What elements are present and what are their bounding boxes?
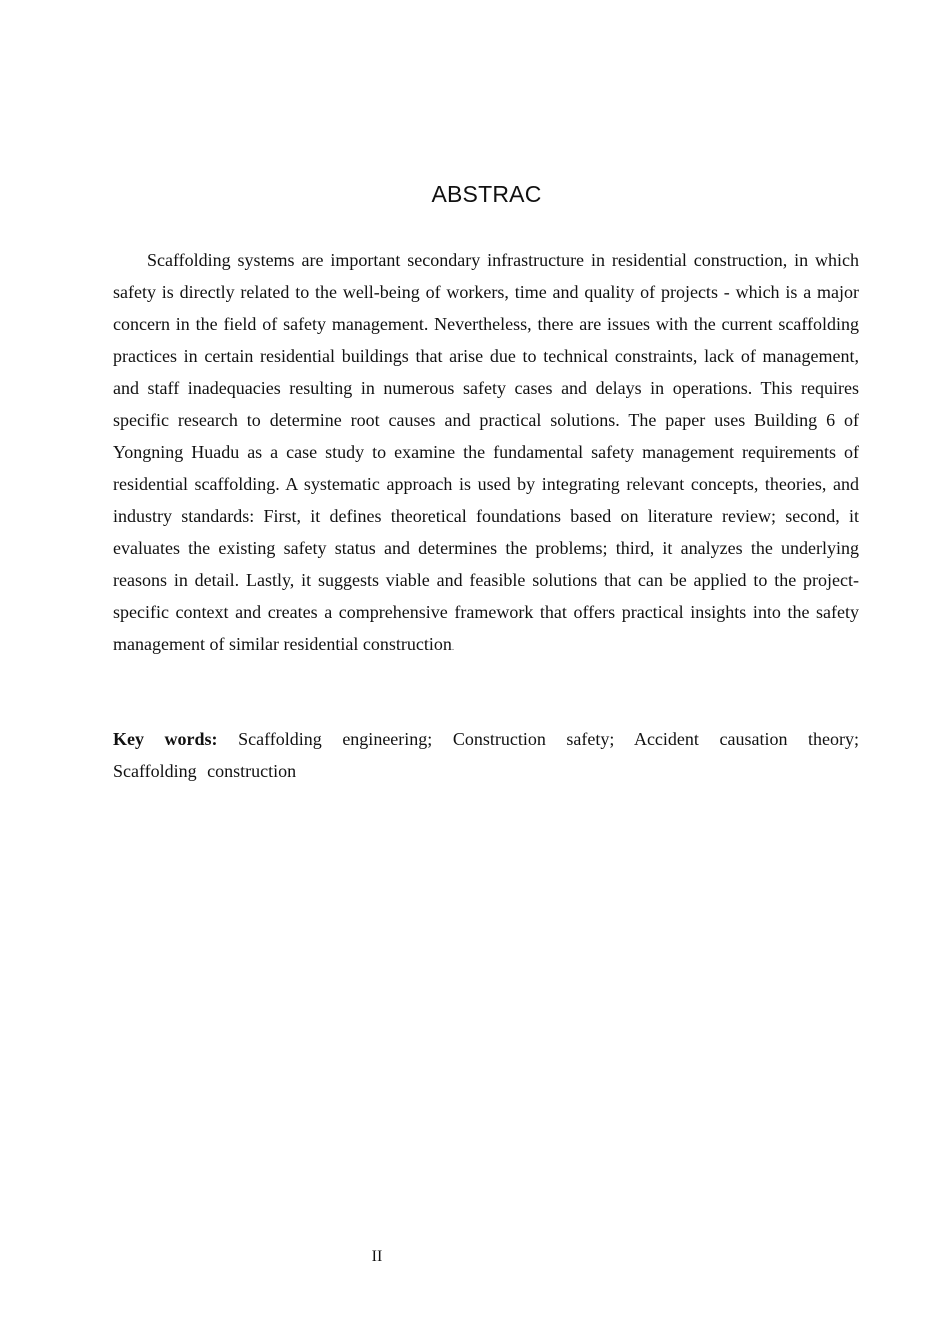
keywords-paragraph [113,723,859,787]
keywords-text: Scaffolding engineering; Construction safety; Accident causation theory; Scaffolding construction [113,729,859,781]
abstract-title: ABSTRAC [431,181,542,207]
abstract-body-text: Scaffolding systems are important secondary infrastructure in residential construction, in which safety is directly related to the well-being of workers, time and quality of projects - which is a major concern in the field of safety management. Nevertheless, there are issues with the current scaffolding practices in certain residential buildings that arise due to technical constraints, lack of management, and staff inadequacies resulting in numerous safety cases and delays in operations. This requires specific research to determine root causes and practical solutions. The paper uses Building 6 of Yongning Huadu as a case study to examine the fundamental safety management requirements of residential scaffolding. A systematic approach is used by integrating relevant concepts, theories, and industry standards: First, it defines theoretical foundations based on literature review; second, it evaluates the existing safety status and determines the problems; third, it analyzes the underlying reasons in detail. Lastly, it suggests viable and feasible solutions that can be applied to the project-specific context and creates a comprehensive framework that offers practical insights into the safety management of similar residential construction [113,250,859,654]
abstract-end-mark: . [451,642,455,652]
abstract-paragraph [113,244,859,663]
keywords-label: Key words: [113,729,218,749]
page-number: II [371,1248,383,1265]
